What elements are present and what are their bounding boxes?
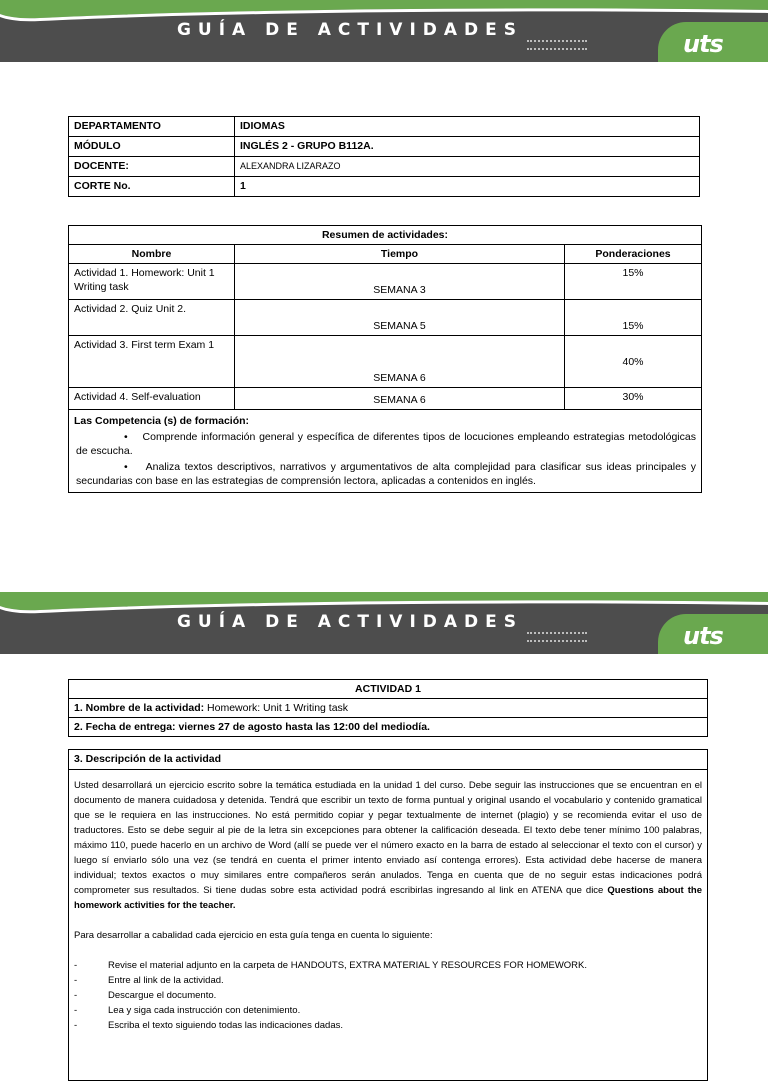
activity-time: SEMANA 3 <box>235 264 565 300</box>
competencies-title: Las Competencia (s) de formación: <box>74 415 250 427</box>
activity-weight: 15% <box>565 264 702 300</box>
banner-title: GUÍA DE ACTIVIDADES <box>176 612 524 632</box>
activity-weight: 40% <box>565 336 702 388</box>
activity-weight: 30% <box>565 388 702 410</box>
banner-dots <box>527 632 587 642</box>
activity-title: ACTIVIDAD 1 <box>69 680 708 699</box>
table-row <box>69 264 702 300</box>
summary-title: Resumen de actividades: <box>69 226 702 245</box>
term-value: 1 <box>235 177 700 197</box>
bullet-icon: • <box>124 431 143 443</box>
description-table <box>68 749 708 1081</box>
activity-time: SEMANA 6 <box>235 388 565 410</box>
description-title: 3. Descripción de la actividad <box>69 750 708 770</box>
competency-item: • Analiza textos descriptivos, narrativos y argumentativos de alta complejidad para clasificar sus ideas principales y secundarias con base en las estrategias de comprensión lectora, aplicadas a contenidos en inglés. <box>76 461 696 487</box>
competencies-cell <box>69 410 702 493</box>
activity-name: Actividad 3. First term Exam 1 <box>69 336 235 388</box>
table-row <box>69 157 700 177</box>
activity-table <box>68 679 708 737</box>
table-row <box>69 177 700 197</box>
department-value: IDIOMAS <box>235 117 700 137</box>
term-label: CORTE No. <box>69 177 235 197</box>
description-body <box>69 770 708 1081</box>
teacher-value: ALEXANDRA LIZARAZO <box>235 157 700 177</box>
activity-name-label: 1. Nombre de la actividad: <box>74 702 205 714</box>
header-name: Nombre <box>69 245 235 264</box>
activity-weight: 15% <box>565 300 702 336</box>
activity-time: SEMANA 5 <box>235 300 565 336</box>
competency-item: • Comprende información general y específica de diferentes tipos de locuciones empleando estrategias metodológicas de escucha. <box>76 431 696 457</box>
table-row <box>69 117 700 137</box>
banner-title: GUÍA DE ACTIVIDADES <box>176 20 524 40</box>
table-row <box>69 336 702 388</box>
list-item: - Entre al link de la actividad. <box>74 975 224 986</box>
activity-name: Actividad 2. Quiz Unit 2. <box>69 300 235 336</box>
list-item: - Revise el material adjunto en la carpeta de HANDOUTS, EXTRA MATERIAL Y RESOURCES FOR HOMEWORK. <box>74 960 588 971</box>
header-banner <box>0 0 768 62</box>
module-label: MÓDULO <box>69 137 235 157</box>
activity-name-value: Homework: Unit 1 Writing task <box>207 702 349 714</box>
description-paragraph: Usted desarrollará un ejercicio escrito sobre la temática estudiada en la unidad 1 del curso. Debe seguir las instrucciones que se encuentran en el documento de manera cuidadosa y detenida. Tendrá que escribir un texto de forma puntual y original usando el vocabulario y contenido gramatical que se le requiera en las instrucciones. No está permitido copiar y pegar textualmente de internet (plagio) y se recomienda evitar el uso de traductores. Esto se debe seguir al pie de la letra sin excepciones para obtener la calificación deseada. El texto debe tener mínimo 100 palabras, máximo 110, puede hacerlo en un archivo de Word (allí se puede ver el número exacto en la barra de estado al seleccionar el texto con el cursor) y luego sí enviarlo sólo una vez (se tendrá en cuenta el primer intento enviado así contenga errores). Esta actividad debe hacerse de manera individual; textos exactos o muy similares entre compañeros serán anulados. Tenga en cuenta que de no seguir estas indicaciones podrá comprometer sus resultados. Si tiene dudas sobre esta actividad podrá escribirlas ingresando al link en ATENA que dice Questions about the homework activities for the teacher. <box>74 780 702 911</box>
list-item: - Descargue el documento. <box>74 990 217 1001</box>
teacher-label: DOCENTE: <box>69 157 235 177</box>
banner-dots <box>527 40 587 50</box>
department-label: DEPARTAMENTO <box>69 117 235 137</box>
header-banner <box>0 592 768 654</box>
module-value: INGLÉS 2 - GRUPO B112A. <box>235 137 700 157</box>
list-item: - Lea y siga cada instrucción con detenimiento. <box>74 1005 301 1016</box>
table-row <box>69 388 702 410</box>
activity-name: Actividad 4. Self-evaluation <box>69 388 235 410</box>
activity-name-row <box>69 699 708 718</box>
activity-name: Actividad 1. Homework: Unit 1 Writing task <box>69 264 235 300</box>
header-time: Tiempo <box>235 245 565 264</box>
table-row <box>69 300 702 336</box>
list-item: - Escriba el texto siguiendo todas las indicaciones dadas. <box>74 1020 344 1031</box>
bullet-icon: • <box>124 461 146 473</box>
description-intro: Para desarrollar a cabalidad cada ejercicio en esta guía tenga en cuenta lo siguiente: <box>74 930 433 941</box>
header-weight: Ponderaciones <box>565 245 702 264</box>
uts-logo: uts <box>683 30 723 58</box>
activity-time: SEMANA 6 <box>235 336 565 388</box>
course-info-table <box>68 116 700 197</box>
table-row <box>69 137 700 157</box>
activities-summary-table <box>68 225 702 493</box>
uts-logo: uts <box>683 622 723 650</box>
delivery-date: 2. Fecha de entrega: viernes 27 de agosto hasta las 12:00 del mediodía. <box>69 718 708 737</box>
instruction-list <box>74 958 702 1033</box>
